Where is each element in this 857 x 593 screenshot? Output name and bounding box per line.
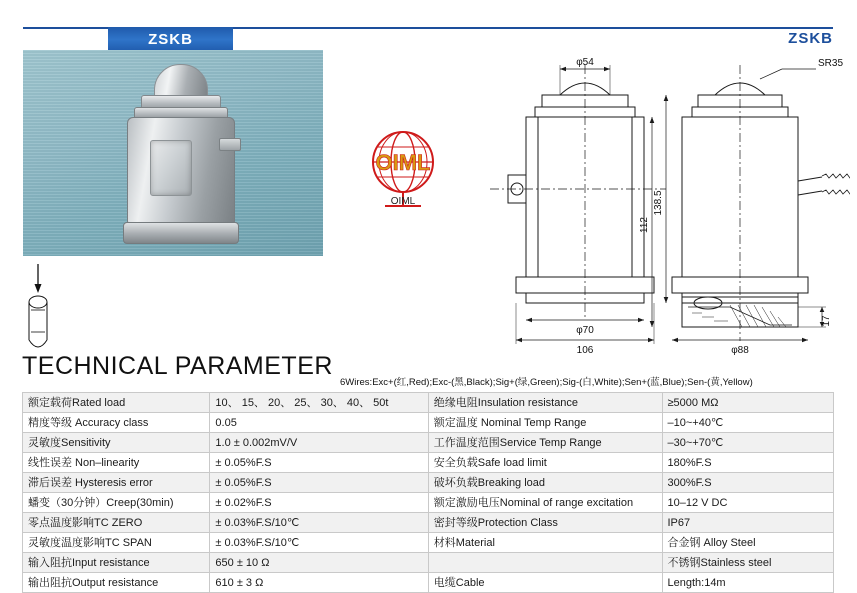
page-title: TECHNICAL PARAMETER [22, 352, 333, 380]
spec-value-left: ± 0.05%F.S [210, 453, 428, 473]
spec-label-right [428, 553, 662, 573]
technical-drawing [430, 55, 850, 360]
load-cell-base [123, 222, 239, 244]
product-tab: ZSKB [108, 27, 233, 52]
load-cell-cable-gland [219, 138, 241, 151]
oiml-caption: OIML [390, 196, 416, 207]
spec-value-left: ± 0.03%F.S/10℃ [210, 533, 428, 553]
load-direction-sketch [24, 262, 94, 360]
spec-value-right: –30~+70℃ [662, 433, 834, 453]
table-row [23, 573, 834, 593]
spec-label-left: 灵敏度温度影响TC SPAN [23, 533, 210, 553]
spec-label-right: 破坏负载Breaking load [428, 473, 662, 493]
svg-text:OIML: OIML [375, 150, 431, 175]
table-row [23, 553, 834, 573]
dim-plate-width: 106 [576, 345, 594, 356]
spec-value-left: ± 0.03%F.S/10℃ [210, 513, 428, 533]
spec-label-left: 额定载荷Rated load [23, 393, 210, 413]
dim-flange-diameter: φ88 [731, 345, 749, 356]
dim-radius-note: SR35 [818, 58, 844, 69]
spec-label-left: 零点温度影响TC ZERO [23, 513, 210, 533]
product-code: ZSKB [788, 30, 833, 47]
wiring-note: 6Wires:Exc+(红,Red);Exc-(黑,Black);Sig+(绿,Green);Sig-(白,White);Sen+(蓝,Blue);Sen-(黄,Yellow) [340, 377, 753, 388]
spec-label-left: 蟠变（30分钟）Creep(30min) [23, 493, 210, 513]
spec-value-left: 610 ± 3 Ω [210, 573, 428, 593]
specification-table [22, 392, 834, 593]
spec-label-right: 安全负载Safe load limit [428, 453, 662, 473]
spec-label-left: 线性误差 Non–linearity [23, 453, 210, 473]
spec-value-left: 0.05 [210, 413, 428, 433]
spec-value-right: Length:14m [662, 573, 834, 593]
spec-label-right: 额定温度 Nominal Temp Range [428, 413, 662, 433]
spec-value-right: IP67 [662, 513, 834, 533]
load-cell-illustration [121, 64, 239, 246]
spec-value-right: 不锈钢Stainless steel [662, 553, 834, 573]
spec-value-left: ± 0.02%F.S [210, 493, 428, 513]
table-row [23, 413, 834, 433]
spec-label-left: 灵敏度Sensitivity [23, 433, 210, 453]
spec-value-left: 1.0 ± 0.002mV/V [210, 433, 428, 453]
spec-value-right: ≥5000 MΩ [662, 393, 834, 413]
product-photo [23, 50, 323, 256]
spec-label-left: 精度等级 Accuracy class [23, 413, 210, 433]
spec-value-right: 10–12 V DC [662, 493, 834, 513]
page-header [0, 0, 857, 56]
table-row [23, 473, 834, 493]
load-cell-window [150, 140, 192, 196]
dim-bottom-step: 17 [821, 315, 832, 327]
spec-label-right: 绝缘电阻Insulation resistance [428, 393, 662, 413]
spec-label-left: 滞后误差 Hysteresis error [23, 473, 210, 493]
spec-label-right: 工作温度范围Service Temp Range [428, 433, 662, 453]
spec-label-right: 额定激励电压Nominal of range excitation [428, 493, 662, 513]
spec-value-left: ± 0.05%F.S [210, 473, 428, 493]
spec-label-left: 输出阻抗Output resistance [23, 573, 210, 593]
load-cell-body [127, 117, 235, 227]
spec-label-right: 电缆Cable [428, 573, 662, 593]
dim-body-height: 112 [639, 217, 650, 233]
spec-value-right: 300%F.S [662, 473, 834, 493]
specification-table-body [23, 393, 834, 593]
spec-label-right: 材料Material [428, 533, 662, 553]
dim-top-diameter: φ54 [576, 57, 594, 68]
spec-value-right: 合金钢 Alloy Steel [662, 533, 834, 553]
table-row [23, 453, 834, 473]
spec-label-right: 密封等级Protection Class [428, 513, 662, 533]
spec-label-left: 输入阻抗Input resistance [23, 553, 210, 573]
spec-value-left: 650 ± 10 Ω [210, 553, 428, 573]
table-row [23, 533, 834, 553]
spec-value-right: 180%F.S [662, 453, 834, 473]
spec-value-left: 10、 15、 20、 25、 30、 40、 50t [210, 393, 428, 413]
spec-value-right: –10~+40℃ [662, 413, 834, 433]
dim-base-diameter: φ70 [576, 325, 594, 336]
table-row [23, 433, 834, 453]
table-row [23, 393, 834, 413]
table-row [23, 493, 834, 513]
dim-overall-height: 138.5 [653, 190, 664, 216]
table-row [23, 513, 834, 533]
